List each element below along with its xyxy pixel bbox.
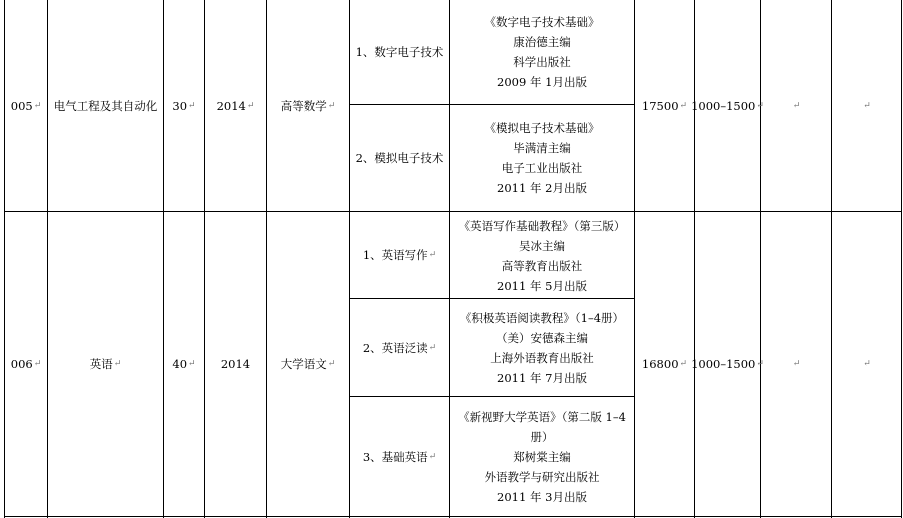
code-cell bbox=[5, 0, 47, 211]
paragraph-mark-icon: ↵ bbox=[33, 359, 42, 369]
major-text: 电气工程及其自动化 bbox=[53, 98, 158, 113]
textbook-cell bbox=[450, 402, 634, 512]
paragraph-mark-icon: ↵ bbox=[188, 100, 196, 111]
book-publisher: 高等教育出版社 bbox=[501, 259, 583, 273]
plan-text: 40 bbox=[172, 357, 188, 371]
code-text: 005 bbox=[10, 98, 33, 113]
year-text: 2014 bbox=[220, 357, 251, 371]
table-border-right bbox=[901, 0, 902, 518]
paragraph-mark-icon: ↵ bbox=[327, 100, 336, 111]
plan-cell bbox=[164, 0, 204, 211]
empty-cell bbox=[761, 212, 831, 516]
code-text: 006 bbox=[10, 357, 33, 371]
book-title: 《数字电子技术基础》 bbox=[484, 15, 600, 29]
book-editor: 郑树棠主编 bbox=[513, 450, 571, 464]
book-title-cont: 册） bbox=[530, 430, 554, 444]
subject-cell bbox=[350, 212, 449, 298]
paragraph-mark-icon: ↵ bbox=[792, 359, 801, 369]
subject-name: 1、数字电子技术 bbox=[355, 45, 444, 59]
plan-cell bbox=[164, 212, 204, 516]
paragraph-mark-icon: ↵ bbox=[863, 100, 871, 111]
paragraph-mark-icon: ↵ bbox=[428, 342, 437, 353]
exam-course-text: 大学语文 bbox=[280, 357, 327, 371]
subject-cell bbox=[350, 105, 449, 211]
book-editor: 毕满清主编 bbox=[513, 141, 571, 155]
major-cell bbox=[48, 0, 163, 211]
paragraph-mark-icon: ↵ bbox=[246, 100, 255, 111]
paragraph-mark-icon: ↵ bbox=[113, 359, 122, 369]
year-cell bbox=[205, 0, 266, 211]
book-publisher: 外语教学与研究出版社 bbox=[484, 470, 600, 484]
range-text: 1000–1500 bbox=[691, 98, 756, 113]
empty-cell bbox=[832, 0, 901, 211]
book-date: 2011 年 5月出版 bbox=[497, 279, 587, 293]
book-date: 2009 年 1月出版 bbox=[497, 75, 587, 89]
fee-text: 17500 bbox=[641, 98, 679, 113]
subject-cell bbox=[350, 0, 449, 104]
year-cell bbox=[205, 212, 266, 516]
subject-cell bbox=[350, 397, 449, 516]
paragraph-mark-icon: ↵ bbox=[188, 359, 196, 369]
fee-text: 16800 bbox=[641, 357, 679, 371]
book-date: 2011 年 7月出版 bbox=[497, 371, 587, 385]
book-title: 《新视野大学英语》（第二版 1–4 bbox=[458, 410, 626, 424]
book-editor: 康治德主编 bbox=[513, 35, 571, 49]
major-text: 英语 bbox=[89, 357, 113, 371]
paragraph-mark-icon: ↵ bbox=[33, 100, 42, 111]
paragraph-mark-icon: ↵ bbox=[428, 451, 437, 462]
empty-cell bbox=[761, 0, 831, 211]
table-border-bottom bbox=[4, 516, 902, 517]
subject-name: 3、基础英语 bbox=[362, 449, 428, 464]
paragraph-mark-icon: ↵ bbox=[428, 250, 437, 260]
book-date: 2011 年 3月出版 bbox=[497, 490, 587, 504]
book-publisher: 电子工业出版社 bbox=[501, 161, 583, 175]
textbook-cell bbox=[450, 112, 634, 204]
exam-course-text: 高等数学 bbox=[280, 98, 327, 113]
exam-course-cell bbox=[267, 212, 349, 516]
textbook-cell bbox=[450, 305, 634, 391]
paragraph-mark-icon: ↵ bbox=[679, 100, 688, 111]
book-title: 《模拟电子技术基础》 bbox=[484, 121, 600, 135]
year-text: 2014 bbox=[216, 98, 246, 113]
paragraph-mark-icon: ↵ bbox=[792, 100, 801, 111]
textbook-cell bbox=[450, 6, 634, 98]
fee-cell bbox=[635, 212, 694, 516]
book-date: 2011 年 2月出版 bbox=[497, 181, 587, 195]
paragraph-mark-icon: ↵ bbox=[327, 359, 336, 369]
subject-name: 2、模拟电子技术 bbox=[355, 151, 444, 165]
range-cell bbox=[691, 212, 764, 516]
exam-course-cell bbox=[267, 0, 349, 211]
paragraph-mark-icon: ↵ bbox=[679, 359, 688, 369]
paragraph-mark-icon: ↵ bbox=[863, 359, 871, 369]
book-publisher: 上海外语教育出版社 bbox=[490, 351, 594, 365]
subject-cell bbox=[350, 299, 449, 396]
paragraph-mark-icon: ↵ bbox=[756, 359, 764, 369]
paragraph-mark-icon: ↵ bbox=[756, 100, 764, 111]
textbook-cell bbox=[450, 214, 634, 298]
fee-cell bbox=[635, 0, 694, 211]
book-title: 《英语写作基础教程》（第三版） bbox=[458, 219, 626, 233]
book-editor: （美）安德森主编 bbox=[496, 331, 588, 345]
range-cell bbox=[691, 0, 764, 211]
book-publisher: 科学出版社 bbox=[513, 55, 571, 69]
code-cell bbox=[5, 212, 47, 516]
major-cell bbox=[48, 212, 163, 516]
book-editor: 吴冰主编 bbox=[519, 239, 565, 253]
empty-cell bbox=[832, 212, 901, 516]
subject-name: 1、英语写作 bbox=[362, 248, 428, 262]
plan-text: 30 bbox=[172, 98, 188, 113]
range-text: 1000–1500 bbox=[691, 357, 756, 371]
subject-name: 2、英语泛读 bbox=[362, 340, 428, 355]
book-title: 《积极英语阅读教程》（1–4册） bbox=[459, 311, 625, 325]
